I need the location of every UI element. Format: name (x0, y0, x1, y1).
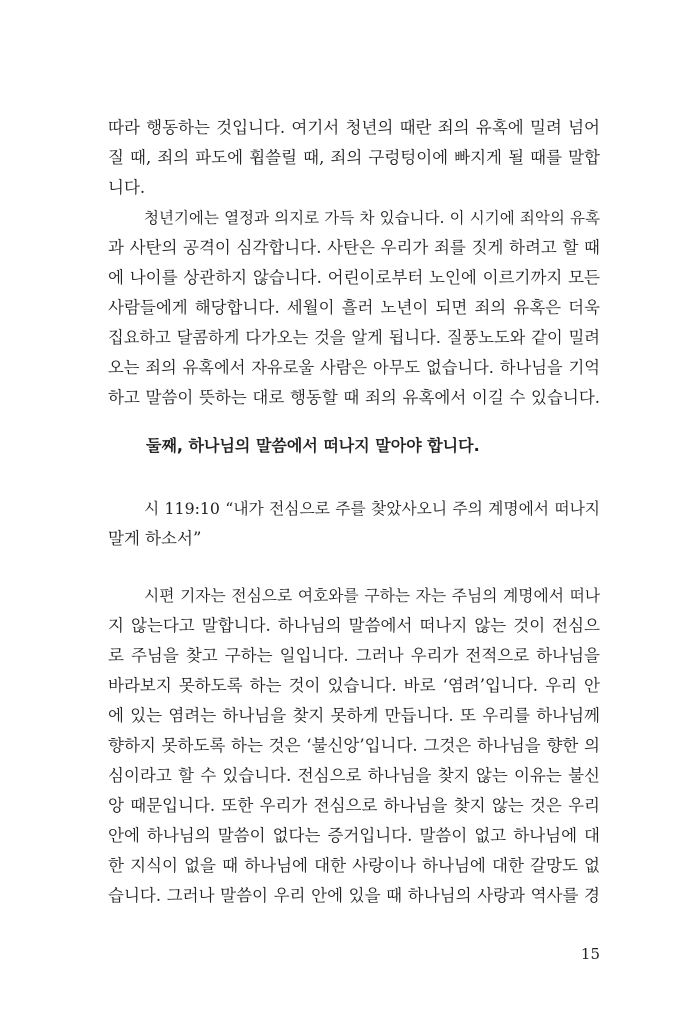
verse-line: 말게 하소서” (108, 529, 202, 548)
body-line: 사람들에게 해당합니다. 세월이 흘러 노년이 되면 죄의 유혹은 더욱 (108, 298, 600, 317)
body-line: 집요하고 달콤하게 다가오는 것을 알게 됩니다. 질풍노도와 같이 밀려 (108, 328, 600, 347)
body-line: 향하지 못하도록 하는 것은 ‘불신앙’입니다. 그것은 하나님을 향한 의 (108, 736, 600, 755)
body-line: 니다. (108, 178, 146, 197)
body-line: 오는 죄의 유혹에서 자유로울 사람은 아무도 없습니다. 하나님을 기억 (108, 358, 600, 377)
body-line: 시편 기자는 전심으로 여호와를 구하는 자는 주님의 계명에서 떠나 (144, 586, 600, 605)
body-line: 안에 하나님의 말씀이 없다는 증거입니다. 말씀이 없고 하나님에 대 (108, 826, 600, 845)
body-line: 하고 말씀이 뜻하는 대로 행동할 때 죄의 유혹에서 이길 수 있습니다. (108, 388, 600, 407)
body-line: 청년기에는 열정과 의지로 가득 차 있습니다. 이 시기에 죄악의 유혹 (144, 209, 600, 227)
body-line: 바라보지 못하도록 하는 것이 있습니다. 바로 ‘염려’입니다. 우리 안 (108, 676, 600, 695)
body-line: 과 사탄의 공격이 심각합니다. 사탄은 우리가 죄를 짓게 하려고 할 때 (108, 238, 600, 257)
body-line: 습니다. 그러나 말씀이 우리 안에 있을 때 하나님의 사랑과 역사를 경 (108, 886, 600, 905)
body-line: 지 않는다고 말합니다. 하나님의 말씀에서 떠나지 않는 것이 전심으 (108, 616, 600, 635)
page-number: 15 (580, 945, 600, 963)
body-line: 한 지식이 없을 때 하나님에 대한 사랑이나 하나님에 대한 갈망도 없 (108, 856, 600, 875)
body-line: 질 때, 죄의 파도에 휩쓸릴 때, 죄의 구렁텅이에 빠지게 될 때를 말합 (108, 148, 600, 167)
body-line: 에 있는 염려는 하나님을 찾지 못하게 만듭니다. 또 우리를 하나님께 (108, 706, 600, 725)
body-line: 에 나이를 상관하지 않습니다. 어린이로부터 노인에 이르기까지 모든 (108, 268, 600, 287)
verse-line: 시 119:10 “내가 전심으로 주를 찾았사오니 주의 계명에서 떠나지 (144, 499, 600, 518)
body-line: 따라 행동하는 것입니다. 여기서 청년의 때란 죄의 유혹에 밀려 넘어 (108, 118, 600, 137)
body-line: 앙 때문입니다. 또한 우리가 전심으로 하나님을 찾지 않는 것은 우리 (108, 796, 600, 815)
section-heading: 둘째, 하나님의 말씀에서 떠나지 말아야 합니다. (146, 436, 480, 455)
body-line: 로 주님을 찾고 구하는 일입니다. 그러나 우리가 전적으로 하나님을 (108, 646, 600, 665)
body-line: 심이라고 할 수 있습니다. 전심으로 하나님을 찾지 않는 이유는 불신 (108, 766, 600, 785)
